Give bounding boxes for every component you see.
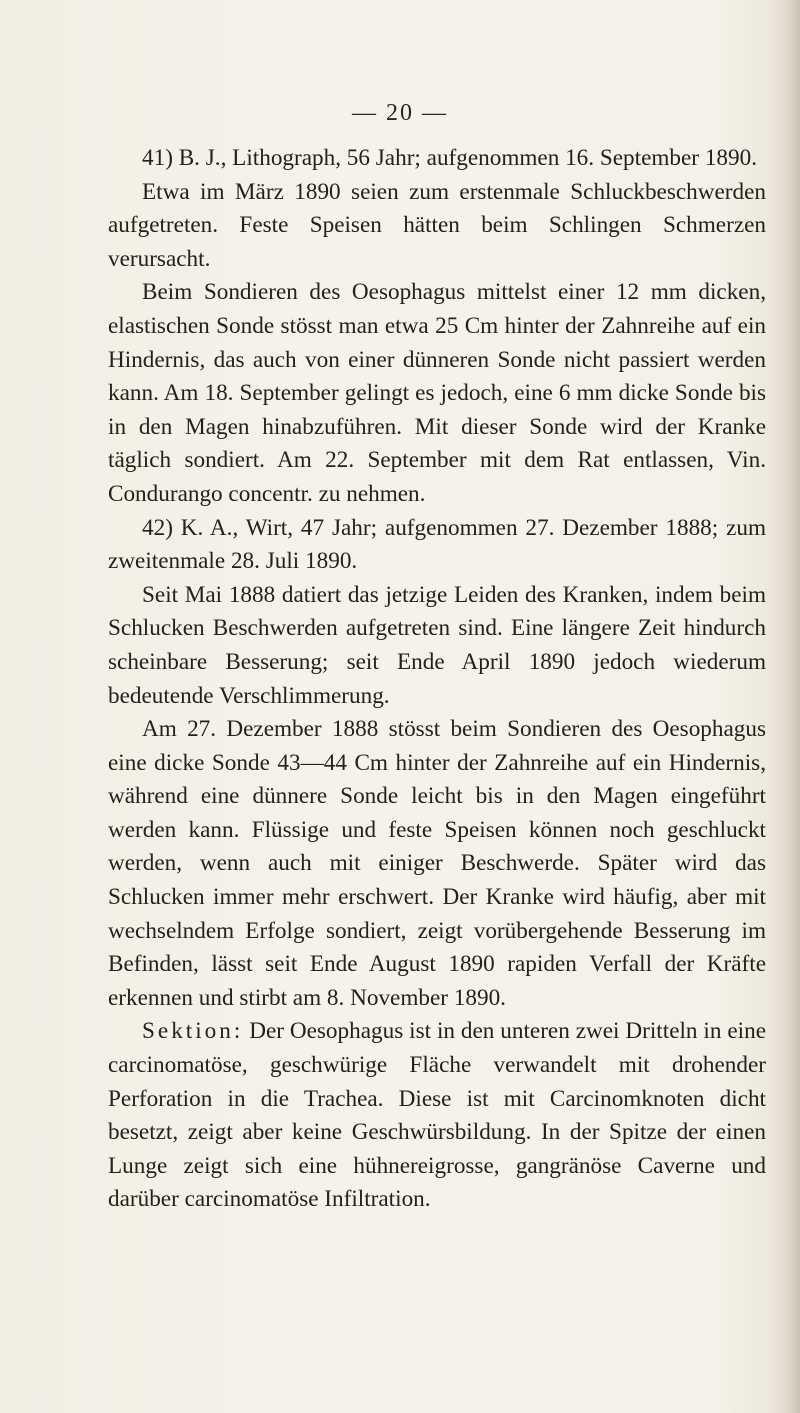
body-text	[108, 142, 766, 1217]
paragraph-case-42-history: Seit Mai 1888 datiert das jetzige Leiden des Kranken, indem beim Schlucken Beschwerden aufgetreten sind. Eine längere Zeit hindurch scheinbare Besserung; seit Ende April 1890 jedoch wiederum bedeutende Verschlimmerung.	[108, 581, 766, 709]
paragraph-case-41-findings: Beim Sondieren des Oesophagus mittelst einer 12 mm dicken, elastischen Sonde stösst man etwa 25 Cm hinter der Zahnreihe auf ein Hindernis, das auch von einer dünneren Sonde nicht passiert werden kann. Am 18. September gelingt es jedoch, eine 6 mm dicke Sonde bis in den Magen hinabzuführen. Mit dieser Sonde wird der Kranke täglich sondiert. Am 22. September mit dem Rat entlassen, Vin. Condurango concentr. zu nehmen.	[108, 279, 766, 507]
paragraph-case-42-findings: Am 27. Dezember 1888 stösst beim Sondieren des Oesophagus eine dicke Sonde 43—44 Cm hinter der Zahnreihe auf ein Hindernis, während eine dünnere Sonde leicht bis in den Magen eingeführt werden kann. Flüssige und feste Speisen können noch geschluckt werden, wenn auch mit einiger Beschwerde. Später wird das Schlucken immer mehr erschwert. Der Kranke wird häufig, aber mit wechselndem Erfolge sondiert, zeigt vorübergehende Besserung im Befinden, lässt seit Ende August 1890 rapiden Verfall der Kräfte erkennen und stirbt am 8. November 1890.	[108, 716, 766, 1011]
paragraph-sektion	[108, 1015, 766, 1217]
paragraph-case-41-header: 41) B. J., Lithograph, 56 Jahr; aufgenommen 16. September 1890.	[142, 145, 758, 171]
paragraph-case-41-history: Etwa im März 1890 seien zum erstenmale Schluckbeschwerden aufgetreten. Feste Speisen hätten beim Schlingen Schmerzen verursacht.	[108, 178, 766, 272]
page-edge-shadow	[770, 0, 800, 1413]
sektion-label: Sektion:	[142, 1018, 244, 1045]
paragraph-case-42-header: 42) K. A., Wirt, 47 Jahr; aufgenommen 27. Dezember 1888; zum zweitenmale 28. Juli 1890.	[108, 514, 766, 575]
sektion-text: Der Oesophagus ist in den unteren zwei Dritteln in eine carcinomatöse, geschwürige Fläche verwandelt mit drohender Perforation in die Trachea. Diese ist mit Carcinomknoten dicht besetzt, zeigt aber keine Geschwürsbildung. In der Spitze der einen Lunge zeigt sich eine hühnereigrosse, gangränöse Caverne und darüber carcinomatöse Infiltration.	[108, 1018, 766, 1213]
page-number: — 20 —	[352, 100, 448, 126]
